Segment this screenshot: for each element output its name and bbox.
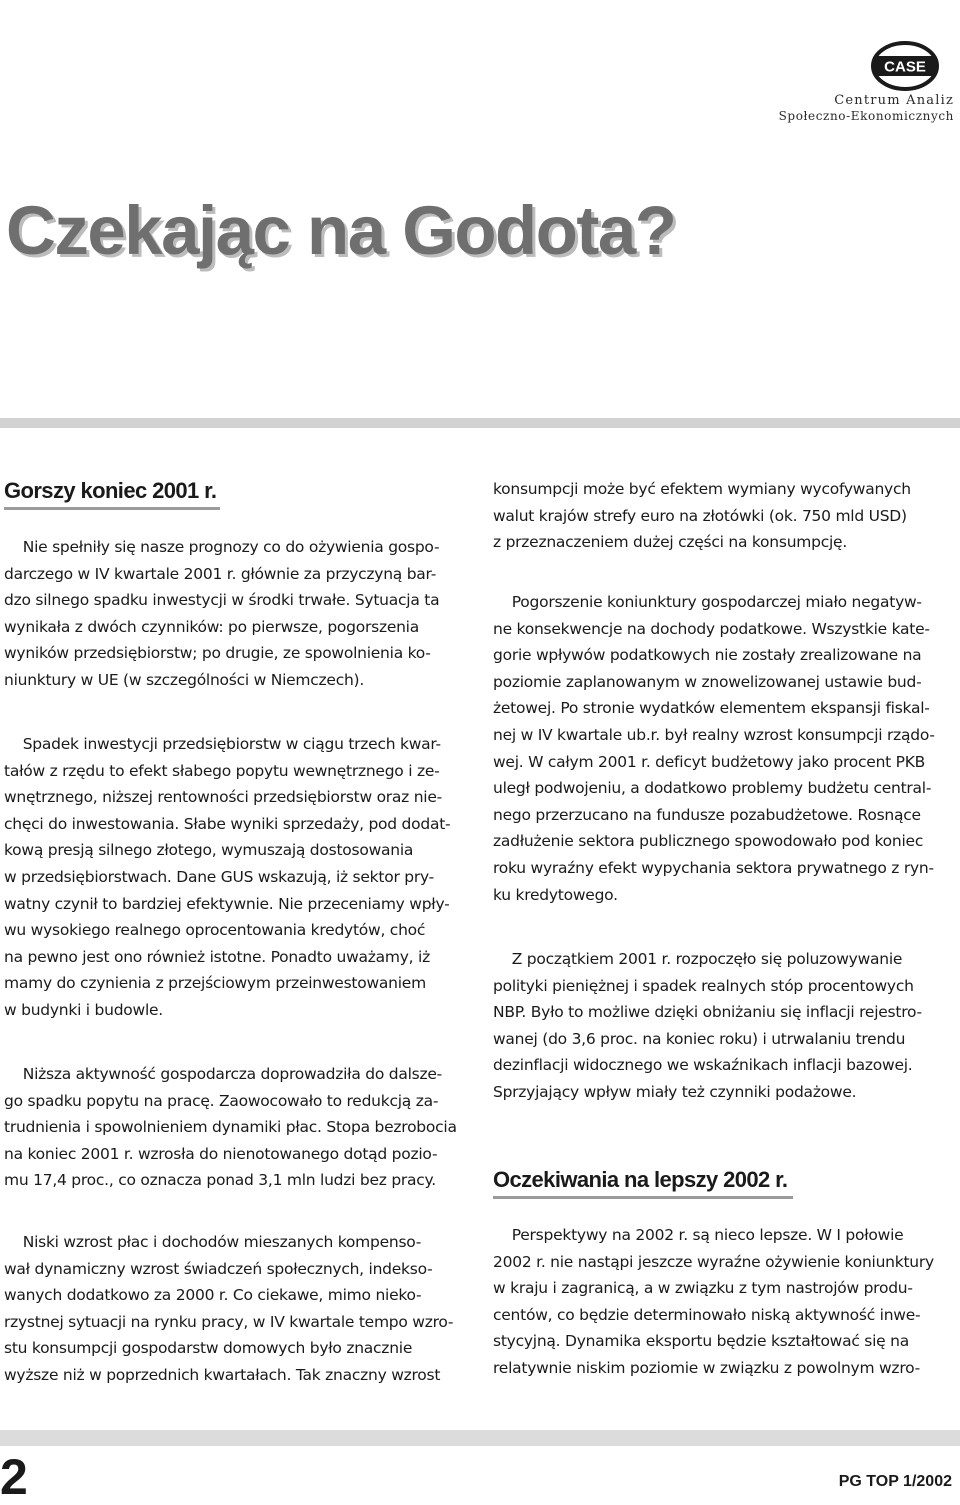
article-title: Czekając na Godota? [6, 192, 676, 269]
logo-name-line2: Społeczno-Ekonomicznych [778, 109, 954, 123]
paragraph: Nie spełniły się nasze prognozy co do ożywienia gospo- darczego w IV kwartale 2001 r. głównie za przyczyną bar- dzo silnego spadku inwestycji w środki trwałe. Sytuacja ta wynikała z dwóch czynników: po pierwsze, pogorszenia wyników przedsiębiorstw; po drugie, ze spowolnienia ko- niunktury w UE (w szczególności w Niemczech). [4, 538, 440, 689]
paragraph: Spadek inwestycji przedsiębiorstw w ciągu trzech kwar- tałów z rzędu to efekt słabego popytu wewnętrznego i ze- wnętrznego, niższej rentowności przedsiębiorstw oraz nie- chęci do inwestowania. Słabe wyniki sprzedaży, pod dodat- kową presją silnego złotego, wymuszają dostosowania w przedsiębiorstwach. Dane GUS wskazują, iż sektor pry- watny czynił to bardziej efektywnie. Nie przeceniamy wpły- wu wysokiego realnego oprocentowania kredytów, choć na pewno jest ono również istotne. Ponadto uważamy, iż mamy do czynienia z przejściowym przeinwestowaniem w budynki i budowle. [4, 735, 451, 1019]
issue-label: PG TOP 1/2002 [838, 1473, 952, 1490]
section-heading-underline [4, 507, 220, 510]
case-emblem-icon [870, 40, 940, 92]
logo-name-line1: Centrum Analiz [834, 93, 954, 108]
section-heading-oczekiwania: Oczekiwania na lepszy 2002 r. [493, 1167, 788, 1192]
case-logo [778, 40, 958, 126]
paragraph: Perspektywy na 2002 r. są nieco lepsze. W I połowie 2002 r. nie nastąpi jeszcze wyraźne ożywienie koniunktury w kraju i zagranicą, a w związku z tym nastrojów produ- centów, co będzie determinowało niską aktywność inwe- stycyjną. Dynamika eksportu będzie kształtować się na relatywnie niskim poziomie w związku z powolnym wzro- [493, 1226, 934, 1377]
paragraph: Pogorszenie koniunktury gospodarczej miało negatyw- ne konsekwencje na dochody podatkowe. Wszystkie kate- gorie wpływów podatkowych nie zostały zrealizowane na poziomie zaplanowanym w znowelizowanej ustawie bud- żetowej. Po stronie wydatków elementem ekspansji fiskal- nej w IV kwartale ub.r. był realny wzrost konsumpcji rządo- wej. W całym 2001 r. deficyt budżetowy jako procent PKB uległ podwojeniu, a dodatkowo problemy budżetu central- nego przerzucano na fundusze pozabudżetowe. Rosnące zadłużenie sektora publicznego spowodowało pod koniec roku wyraźny efekt wypychania sektora prywatnego z ryn- ku kredytowego. [493, 593, 935, 904]
paragraph: Niski wzrost płac i dochodów mieszanych kompenso- wał dynamiczny wzrost świadczeń społecznych, indekso- wanych dodatkowo za 2000 r. Co ciekawe, mimo nieko- rzystnej sytuacji na rynku pracy, w IV kwartale tempo wzro- stu konsumpcji gospodarstw domowych było znacznie wyższe niż w poprzednich kwartałach. Tak znaczny wzrost [4, 1233, 454, 1384]
section-heading-gorszy-koniec: Gorszy koniec 2001 r. [4, 478, 217, 503]
footer-divider [0, 1430, 960, 1446]
paragraph: konsumpcji może być efektem wymiany wycofywanych walut krajów strefy euro na złotówki (ok. 750 mld USD) z przeznaczeniem dużej części na konsumpcję. [493, 480, 911, 552]
logo-acronym: CASE [884, 58, 926, 76]
page-number: 2 [0, 1449, 28, 1505]
paragraph: Z początkiem 2001 r. rozpoczęło się poluzowywanie polityki pieniężnej i spadek realnych stóp procentowych NBP. Było to możliwe dzięki obniżaniu się inflacji rejestro- wanej (do 3,6 proc. na koniec roku) i utrwalaniu trendu dezinflacji widocznego we wskaźnikach inflacji bazowej. Sprzyjający wpływ miały też czynniki podażowe. [493, 950, 922, 1101]
paragraph: Niższa aktywność gospodarcza doprowadziła do dalsze- go spadku popytu na pracę. Zaowocowało to redukcją za- trudnienia i spowolnieniem dynamiki płac. Stopa bezrobocia na koniec 2001 r. wzrosła do nienotowanego dotąd pozio- mu 17,4 proc., co oznacza ponad 3,1 mln ludzi bez pracy. [4, 1065, 457, 1190]
title-divider [0, 418, 960, 428]
section-heading-underline [493, 1196, 793, 1199]
